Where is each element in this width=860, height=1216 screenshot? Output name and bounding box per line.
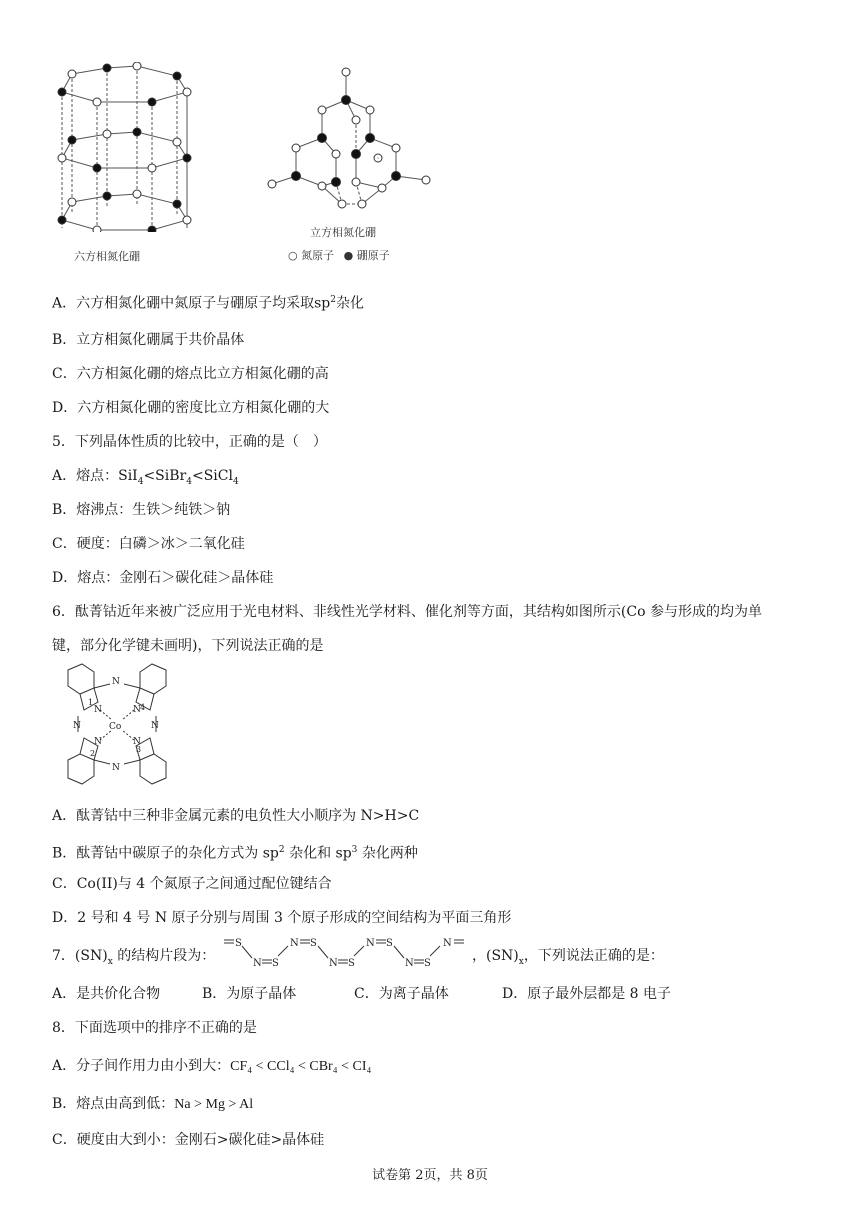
q8-option-a [52,1056,371,1077]
q8-option-b-formula: Na > Mg > Al [174,1097,254,1112]
chain-s-1: S [235,938,242,949]
chain-s-3: S [310,938,317,949]
chain-s-4: S [348,958,355,969]
n-1: N [94,705,102,715]
chain-n-1: N [253,958,262,969]
q5-stem: 5．下列晶体性质的比较中，正确的是（ ） [52,434,327,450]
q8-option-b [52,1094,253,1115]
bridge-n-bottom: N [112,763,120,773]
q5-sub-3: 4 [232,476,239,487]
co-atom: Co [109,722,122,732]
q6-option-b-text: B．酞菁钴中碳原子的杂化方式为 sp [52,845,279,862]
chain-n-4: N [366,938,375,949]
hexagonal-bn-structure [52,62,192,232]
label-1: 1 [88,698,94,707]
q5-part-3: <SiCl [191,468,233,484]
q6-option-d: D．2 号和 4 号 N 原子分别与周围 3 个原子形成的空间结构为平面三角形 [52,910,512,926]
bridge-n-right: N [151,721,159,731]
hexagonal-bn-caption: 六方相氮化硼 [74,250,140,263]
q5-sub-2: 4 [186,476,192,487]
q8-option-c: C．硬度由大到小：金刚石>碳化硅>晶体硅 [52,1132,325,1148]
sn-chain-structure [222,934,472,970]
q6-option-b [52,840,418,864]
q8-stem: 8．下面选项中的排序不正确的是 [52,1020,257,1036]
q4-option-b: B．立方相氮化硼属于共价晶体 [52,332,245,348]
q6-option-c: C．Co(II)与 4 个氮原子之间通过配位键结合 [52,876,332,892]
q5-sub-1: 4 [137,476,144,487]
n-4: N [133,705,141,715]
chain-s-2: S [272,958,279,969]
label-3: 3 [136,745,142,754]
q4-option-a-sup: 2 [330,295,336,305]
q8-option-a-formula: CF₄ < CCl₄ < CBr₄ < CI₄ [230,1059,372,1074]
q6-option-a: A．酞菁钴中三种非金属元素的电负性大小顺序为 N>H>C [52,808,420,824]
label-4: 4 [140,703,146,712]
q4-option-c: C．六方相氮化硼的熔点比立方相氮化硼的高 [52,366,329,382]
q7-formula-2: (SN) [486,948,519,964]
q8-option-a-text: A．分子间作用力由小到大： [52,1058,231,1074]
q7-formula-sub: x [107,956,113,967]
bridge-n-left: N [73,721,81,731]
chain-s-6: S [424,958,431,969]
cubic-bn-caption: 立方相氮化硼 [310,226,376,239]
q4-option-d: D．六方相氮化硼的密度比立方相氮化硼的大 [52,400,330,416]
chain-n-6: N [443,938,452,949]
q4-option-a [52,290,364,314]
boron-legend-icon: ● [343,249,354,262]
q7-option-b: B．为原子晶体 [202,986,297,1002]
nitrogen-legend-icon: ○ [288,249,298,262]
q7-formula-2-sub: x [518,956,524,967]
n-2: N [94,737,102,747]
q7-option-d: D．原子最外层都是 8 电子 [502,986,672,1002]
q7-comma: ， [472,948,486,964]
q7-stem-end [472,946,664,972]
chain-n-3: N [329,958,338,969]
q5-option-a-text: A．熔点：SiI [52,468,138,484]
q6-b-sup-1: 2 [278,845,285,855]
label-2: 2 [90,749,96,758]
q5-option-b: B．熔沸点：生铁＞纯铁＞钠 [52,502,231,518]
chain-n-2: N [290,938,299,949]
q5-part-2: <SiBr [143,468,187,484]
q6-b-sup-2: 3 [351,845,358,855]
q7-formula: (SN) [74,948,108,964]
q4-option-a-end: 杂化 [336,295,364,312]
q4-option-a-text: A．六方相氮化硼中氮原子与硼原子均采取 [52,295,315,312]
q7-option-a: A．是共价化合物 [52,986,161,1002]
q5-option-d: D．熔点：金刚石＞碳化硅＞晶体硅 [52,570,274,586]
q7-mid: 的结构片段为： [112,948,216,964]
q5-option-a [52,466,239,492]
chain-n-5: N [405,958,414,969]
q4-option-a-sp: sp [314,295,331,312]
q6-b-mid: 杂化和 sp [284,845,352,862]
q7-number: 7． [52,948,75,964]
q8-option-b-text: B．熔点由高到低： [52,1096,175,1112]
boron-legend-label: 硼原子 [356,249,390,262]
n-3: N [133,737,141,747]
q6-b-end: 杂化两种 [357,845,418,862]
cobalt-phthalocyanine-structure [52,662,182,787]
q7-post: ，下列说法正确的是： [523,948,664,964]
structure-legend [288,247,390,263]
nitrogen-legend-label: 氮原子 [301,249,335,262]
page-footer: 试卷第 2页，共 8页 [372,1168,488,1183]
q6-stem-line-1: 6．酞菁钴近年来被广泛应用于光电材料、非线性光学材料、催化剂等方面，其结构如图所示(Co 参与形成的均为单 [52,604,762,620]
q7-stem-start [52,946,215,972]
chain-s-5: S [386,938,393,949]
bridge-n-top: N [112,677,120,687]
q5-option-c: C．硬度：白磷＞冰＞二氧化硅 [52,536,245,552]
q7-option-c: C．为离子晶体 [354,986,449,1002]
cubic-bn-structure [266,64,436,214]
q6-stem-line-2: 键，部分化学键未画明)，下列说法正确的是 [52,638,324,654]
